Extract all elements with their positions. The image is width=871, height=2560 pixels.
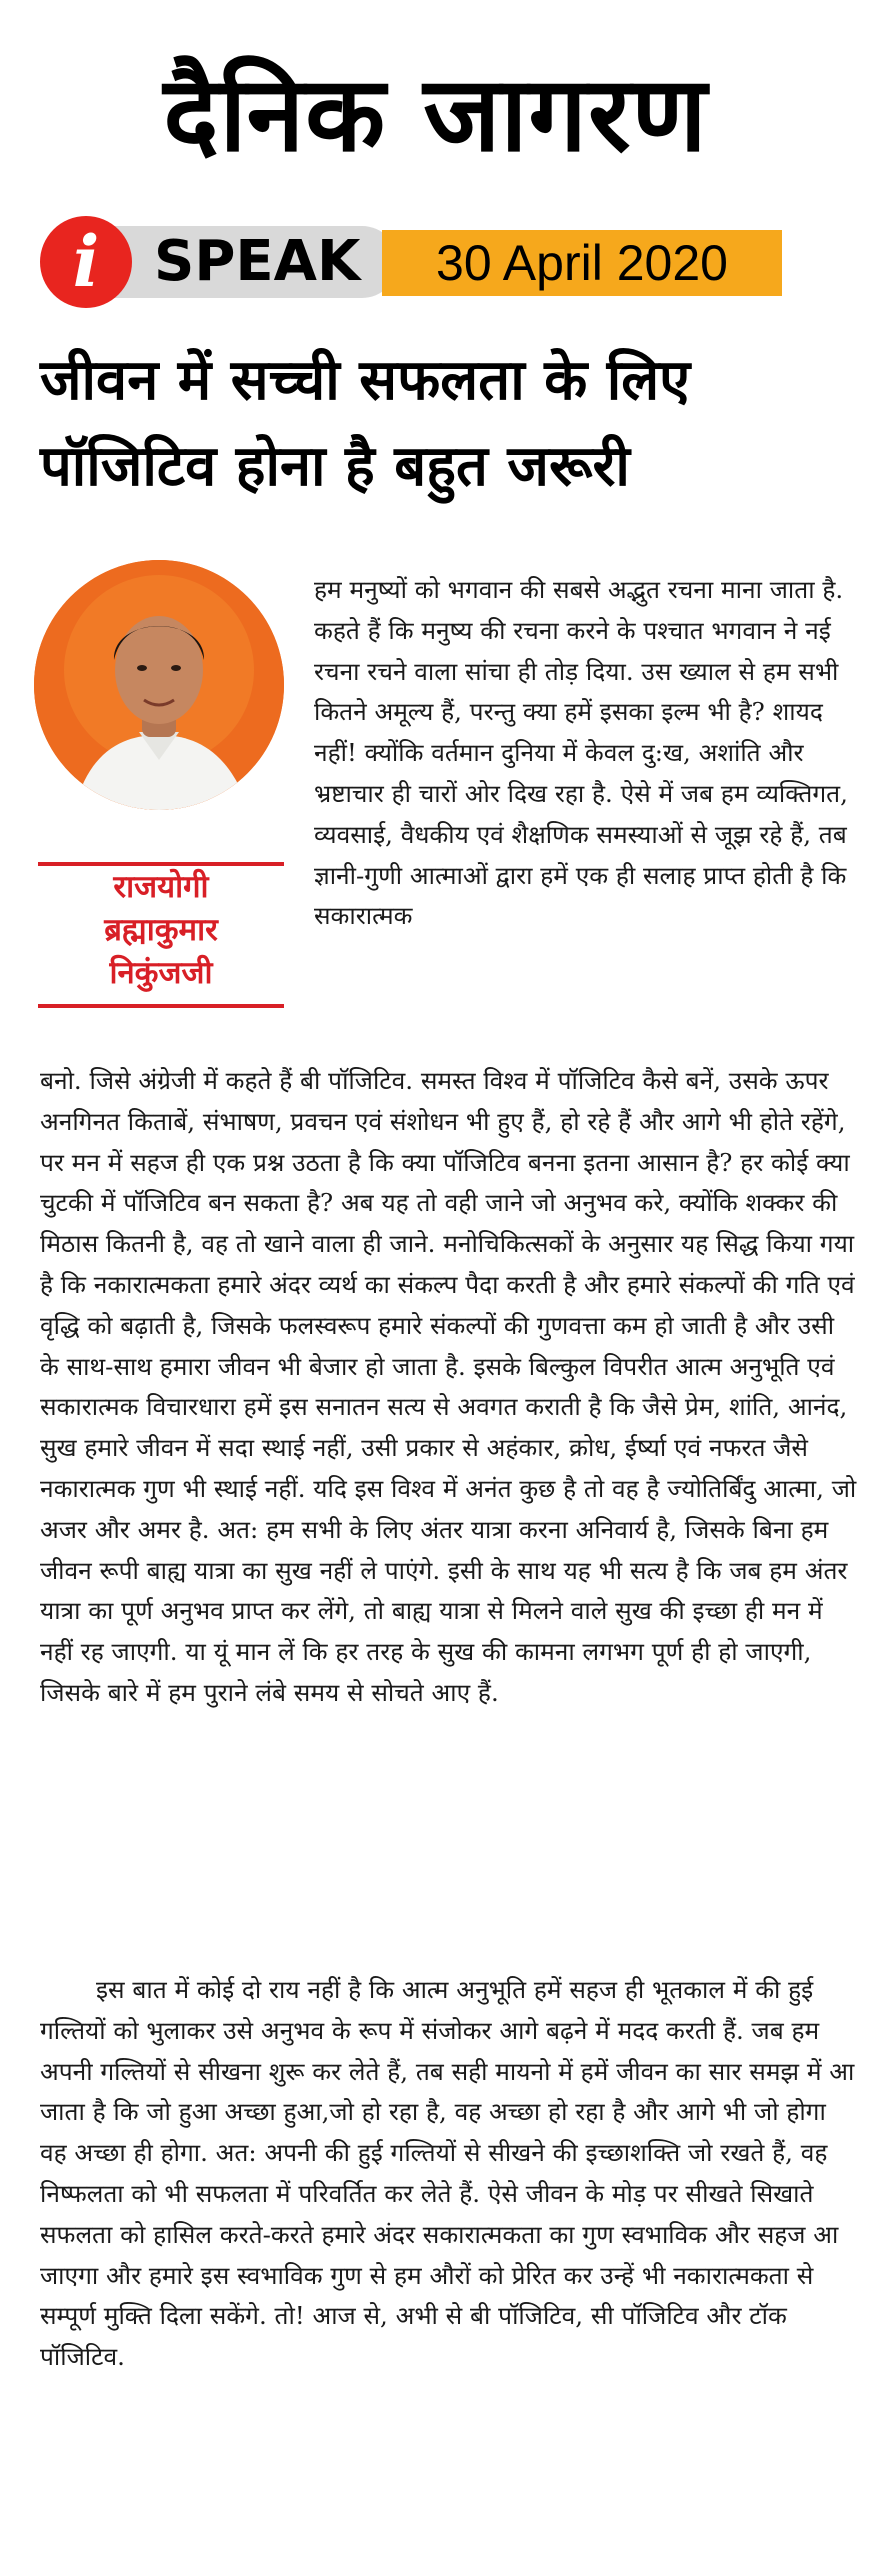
headline-line-1: जीवन में सच्ची सफलता के लिए <box>40 348 691 413</box>
ispeak-badge-letter: i <box>40 216 132 308</box>
article-paragraph-intro: हम मनुष्यों को भगवान की सबसे अद्भुत रचना माना जाता है. कहते हैं कि मनुष्य की रचना करने के पश्चात भगवान ने नई रचना रचने वाला सांचा ही तोड़ दिया. उस ख्याल से हम सभी कितने अमूल्य हैं, परन्तु क्या हमें इसका इल्म भी है? शायद नहीं! क्योंकि वर्तमान दुनिया में केवल दु:ख, अशांति और भ्रष्टाचार ही चारों ओर दिख रहा है. ऐसे में जब हम व्यक्तिगत, व्यवसाई, वैधकीय एवं शैक्षणिक समस्याओं से जूझ रहे हैं, तब ज्ञानी-गुणी आत्माओं द्वारा हमें एक ही सलाह प्राप्त होती है कि सकारात्मक <box>314 575 848 931</box>
author-byline <box>38 866 284 995</box>
article-paragraph-continued: बनो. जिसे अंग्रेजी में कहते हैं बी पॉजिटिव. समस्त विश्व में पॉजिटिव कैसे बनें, उसके ऊपर अनगिनत किताबें, संभाषण, प्रवचन एवं संशोधन भी हुए हैं, हो रहे हैं और आगे भी होते रहेंगे, पर मन में सहज ही एक प्रश्न उठता है कि क्या पॉजिटिव बनना इतना आसान है? हर कोई क्या चुटकी में पॉजिटिव बन सकता है? अब यह तो वही जाने जो अनुभव करे, क्योंकि शक्कर की मिठास कितनी है, वह तो खाने वाला ही जाने. मनोचिकित्सकों के अनुसार यह सिद्ध किया गया है कि नकारात्मकता हमारे अंदर व्यर्थ का संकल्प पैदा करती है और हमारे संकल्पों की गति एवं वृद्धि को बढ़ाती है, जिसके फलस्वरूप हमारे संकल्पों की गुणवत्ता कम हो जाती है और उसी के साथ-साथ हमारा जीवन भी बेजार हो जाता है. इसके बिल्कुल विपरीत आत्म अनुभूति एवं सकारात्मक विचारधारा हमें इस सनातन सत्य से अवगत कराती है कि जैसे प्रेम, शांति, आनंद, सुख हमारे जीवन में सदा स्थाई नहीं, उसी प्रकार से अहंकार, क्रोध, ईर्ष्या एवं नफरत जैसे नकारात्मक गुण भी स्थाई नहीं. यदि इस विश्व में अनंत कुछ है तो वह है ज्योतिर्बिंदु आत्मा, जो अजर और अमर है. अत: हम सभी के लिए अंतर यात्रा करना अनिवार्य है, जिसके बिना हम जीवन रूपी बाह्य यात्रा का सुख नहीं ले पाएंगे. इसी के साथ यह भी सत्य है कि जब हम अंतर यात्रा का पूर्ण अनुभव प्राप्त कर लेंगे, तो बाह्य यात्रा से मिलने वाले सुख की इच्छा ही मन में नहीं रह जाएगी. या यूं मान लें कि हर तरह के सुख की कामना लगभग पूर्ण ही हो जाएगी, जिसके बारे में हम पुराने लंबे समय से सोचते आए हैं. <box>40 1066 857 1707</box>
headline-line-2: पॉजिटिव होना है बहुत जरूरी <box>40 434 630 499</box>
article-paragraph-second: इस बात में कोई दो राय नहीं है कि आत्म अनुभूति हमें सहज ही भूतकाल में की हुई गल्तियों को भुलाकर उसे अनुभव के रूप में संजोकर आगे बढ़ने में मदद करती हैं. जब हम अपनी गल्तियों से सीखना शुरू कर लेते हैं, तब सही मायनो में हमें जीवन का सार समझ में आ जाता है कि जो हुआ अच्छा हुआ,जो हो रहा है, वह अच्छा हो रहा है और आगे भी जो होगा वह अच्छा ही होगा. अत: अपनी की हुई गल्तियों से सीखने की इच्छाशक्ति जो रखते हैं, वह निष्फलता को भी सफलता में परिवर्तित कर लेते हैं. ऐसे जीवन के मोड़ पर सीखते सिखाते सफलता को हासिल करते-करते हमारे अंदर सकारात्मकता का गुण स्वभाविक और सहज आ जाएगा और हमारे इस स्वभाविक गुण से हम औरों को प्रेरित कर उन्हें भी नकारात्मकता से सम्पूर्ण मुक्ति दिला सकेंगे. तो! आज से, अभी से बी पॉजिटिव, सी पॉजिटिव और टॉक पॉजिटिव. <box>40 1975 855 2372</box>
author-portrait <box>34 560 284 810</box>
byline-line-3: निकुंजजी <box>109 955 213 991</box>
article-headline <box>40 338 840 510</box>
byline-divider-bottom <box>38 1004 284 1008</box>
masthead-title: दैनिक जागरण <box>163 53 708 175</box>
ispeak-badge-word: SPEAK <box>154 229 361 294</box>
byline-line-1: राजयोगी <box>113 869 209 905</box>
byline-line-2: ब्रह्माकुमार <box>104 912 218 948</box>
publication-date: 30 April 2020 <box>382 230 782 296</box>
ispeak-logo <box>40 216 360 308</box>
author-portrait-illustration <box>34 560 284 810</box>
